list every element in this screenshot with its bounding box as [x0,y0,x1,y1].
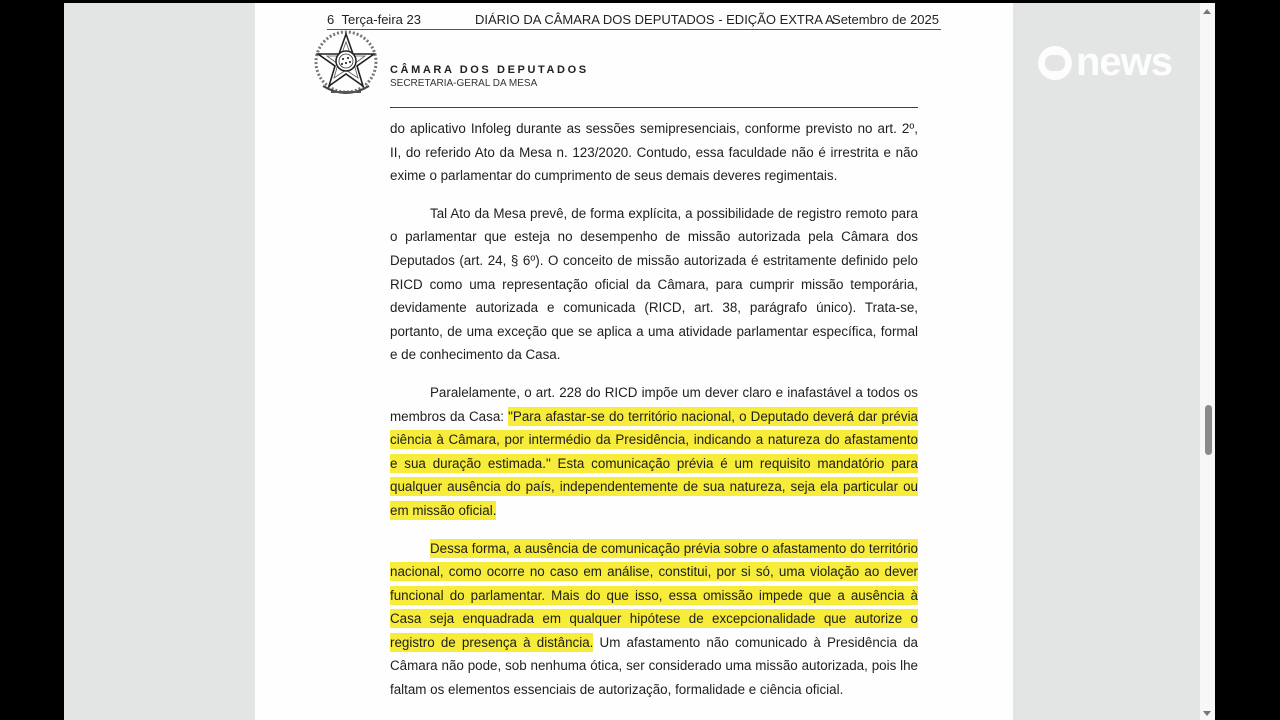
document-body [390,117,918,716]
vertical-scrollbar[interactable] [1200,3,1215,720]
paragraph-1: do aplicativo Infoleg durante as sessões semipresenciais, conforme previsto no art. 2º, II, do referido Ato da Mesa n. 123/2020. Contudo, essa faculdade não é irrestrita e não exime o parlamentar do cumprimento de seus demais deveres regimentais. [390,121,918,184]
highlighted-text: "Para afastar-se do território nacional, o Deputado deverá dar prévia ciência à Câmara, por intermédio da Presidência, indicando a natureza do afastamento e sua duração estimada." Esta comunicação prévia é um requisito mandatório para qualquer ausência do país, independentemente de sua natureza, seja ela particular ou em missão oficial. [390,408,918,518]
paragraph-2: Tal Ato da Mesa prevê, de forma explícita, a possibilidade de registro remoto para o parlamentar que esteja no desempenho de missão autorizada pela Câmara dos Deputados (art. 24, § 6º). O conceito de missão autorizada é estritamente definido pelo RICD como uma representação oficial da Câmara, para cumprir missão temporária, devidamente autorizada e comunicada (RICD, art. 38, parágrafo único). Trata-se, portanto, de uma exceção que se aplica a uma atividade parlamentar específica, formal e de conhecimento da Casa. [390,205,918,363]
paragraph-4-text: Um afastamento não comunicado à Presidência da Câmara não pode, sob nenhuma ótica, ser considerado uma missão autorizada, pois lhe faltam os elementos essenciais de autorização, formalidade e ciência oficial. [390,634,919,698]
header-rule [390,107,918,108]
document-page [255,3,1013,720]
paragraph-4 [390,537,918,702]
highlighted-text: Dessa forma, a ausência de comunicação prévia sobre o afastamento do território nacional, como ocorre no caso em análise, constitui, por si só, uma violação ao dever funcional do parlamentar. Mais do que isso, essa omissão impede que a ausência à Casa seja enquadrada em qualquer hipótese de excepcionalidade que autorize o registro de presença à distância. [390,540,918,650]
paragraph-3-text: Paralelamente, o art. 228 do RICD impõe um dever claro e inafastável a todos os membros da Casa: [390,384,918,424]
page-info [327,12,421,27]
org-subtitle: SECRETARIA-GERAL DA MESA [390,78,538,89]
scroll-up-arrow-icon[interactable] [1203,9,1211,14]
publication-title: DIÁRIO DA CÂMARA DOS DEPUTADOS - EDIÇÃO EXTRA A [475,12,834,27]
logo-text: news [1076,40,1173,84]
scroll-down-arrow-icon[interactable] [1203,711,1211,716]
page-number: 6 [327,12,335,27]
running-header [327,11,941,30]
globo-logo-icon [1038,46,1072,80]
globonews-logo [1038,40,1172,85]
letterhead [390,64,589,89]
document-viewer [64,3,1215,720]
month-year: Setembro de 2025 [832,12,939,27]
org-name: CÂMARA DOS DEPUTADOS [390,64,589,76]
weekday-day: Terça-feira 23 [341,12,421,27]
coat-of-arms-icon [311,28,381,100]
paragraph-3 [390,381,918,523]
scrollbar-thumb[interactable] [1205,405,1212,455]
